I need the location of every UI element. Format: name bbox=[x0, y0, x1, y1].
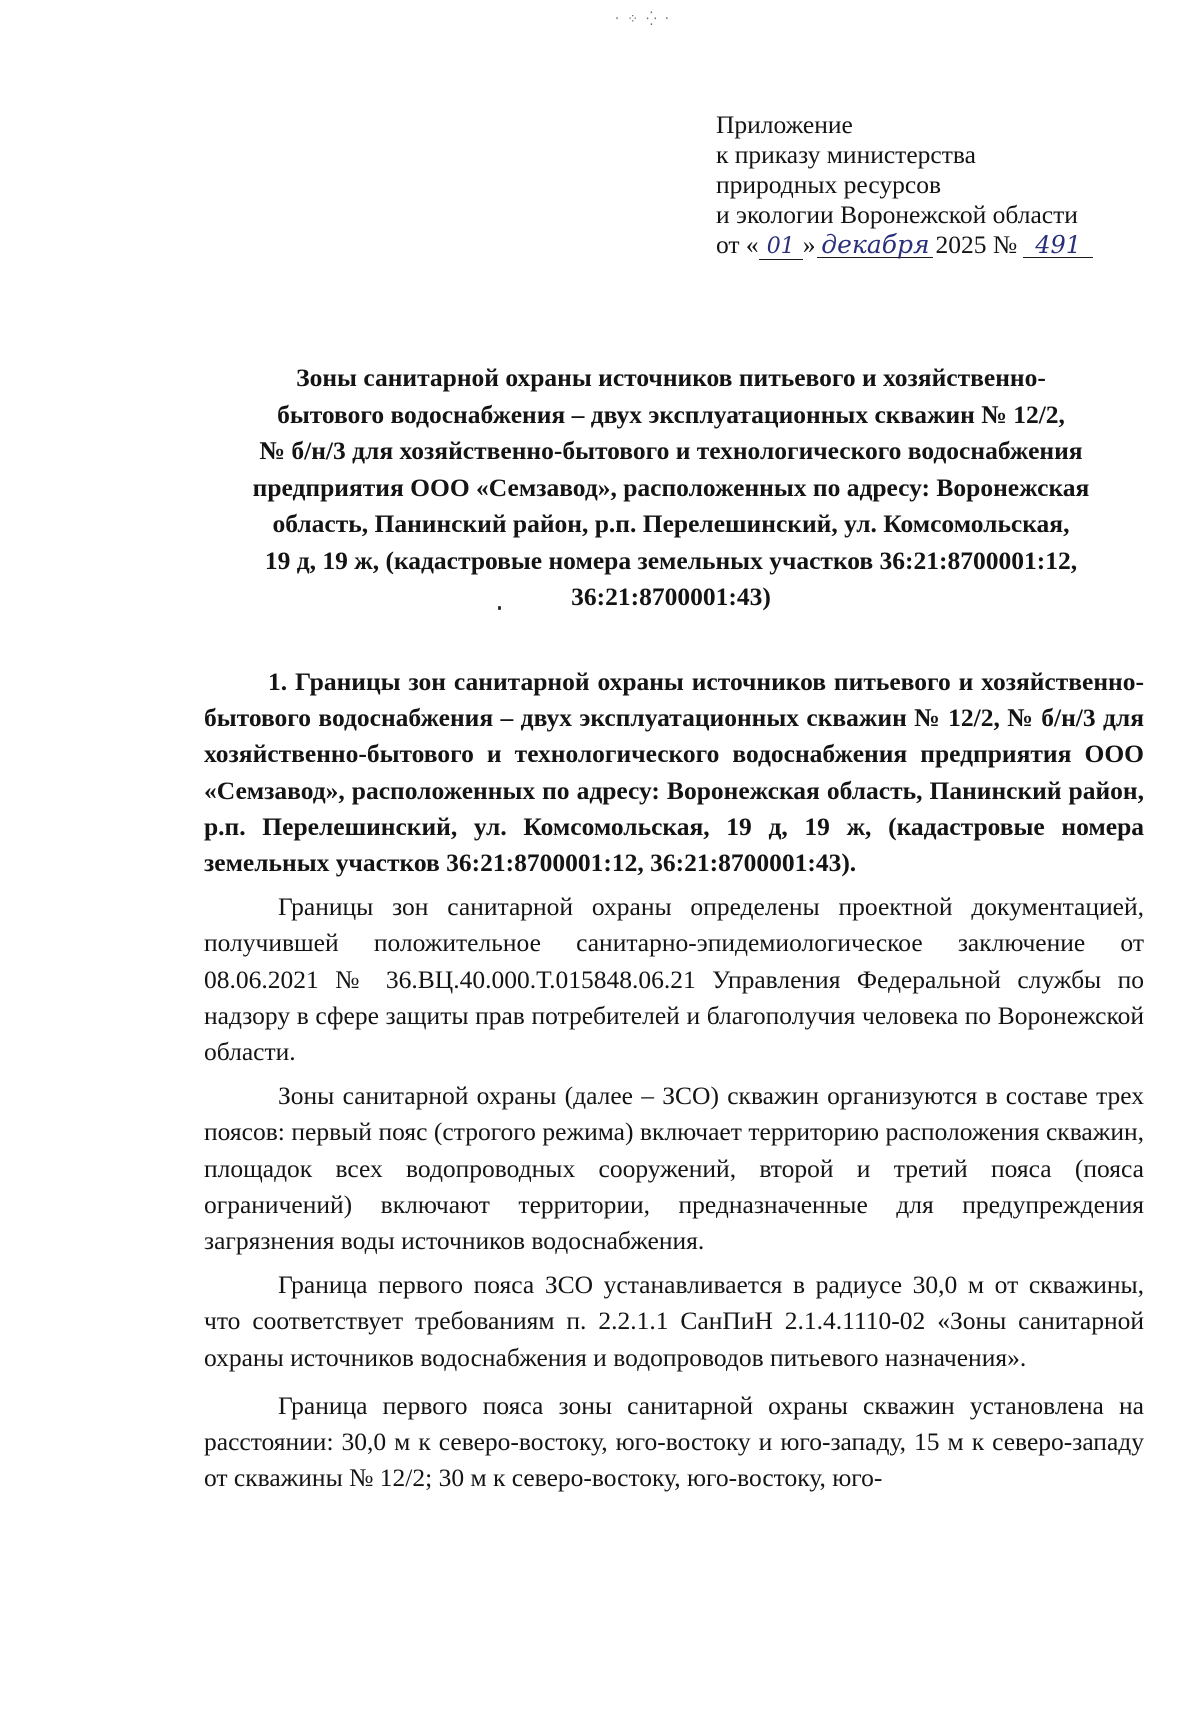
title-line: область, Панинский район, р.п. Перелешинский, ул. Комсомольская, bbox=[272, 509, 1070, 538]
appendix-line: к приказу министерства bbox=[716, 140, 976, 169]
date-prefix: от « bbox=[716, 230, 759, 259]
order-date-line bbox=[716, 230, 1093, 260]
scan-speck bbox=[498, 606, 501, 610]
handwritten-order-number: 491 bbox=[1023, 233, 1093, 258]
handwritten-month: декабря bbox=[817, 233, 933, 258]
appendix-line: природных ресурсов bbox=[716, 170, 941, 199]
section-heading: 1. Границы зон санитарной охраны источников питьевого и хозяйственно-бытового водоснабжения – двух эксплуатационных скважин № 12/2, № б/н/3 для хозяйственно-бытового и технологического водоснабжения предприятия ООО «Семзавод», расположенных по адресу: Воронежская область, Панинский район, р.п. Перелешинский, ул. Комсомольская, 19 д, 19 ж, (кадастровые номера земельных участков 36:21:8700001:12, 36:21:8700001:43). bbox=[204, 667, 1144, 878]
title-line: № б/н/3 для хозяйственно-бытового и технологического водоснабжения bbox=[259, 436, 1083, 465]
appendix-block bbox=[716, 110, 1093, 260]
appendix-line: и экологии Воронежской области bbox=[716, 200, 1078, 229]
title-line: бытового водоснабжения – двух эксплуатационных скважин № 12/2, bbox=[277, 399, 1065, 429]
body-paragraph: Граница первого пояса ЗСО устанавливается в радиусе 30,0 м от скважины, что соответствует требованиям п. 2.2.1.1 СанПиН 2.1.4.1110-02 «Зоны санитарной охраны источников водоснабжения и водопроводов питьевого назначения». bbox=[204, 1270, 1144, 1372]
title-line: 36:21:8700001:43) bbox=[571, 582, 771, 611]
title-line: Зоны санитарной охраны источников питьевого и хозяйственно- bbox=[296, 363, 1046, 392]
appendix-line: Приложение bbox=[716, 110, 853, 139]
title-line: предприятия ООО «Семзавод», расположенных по адресу: Воронежская bbox=[252, 472, 1090, 502]
handwritten-day: 01 bbox=[759, 235, 803, 260]
title-line: 19 д, 19 ж, (кадастровые номера земельных участков 36:21:8700001:12, bbox=[264, 545, 1078, 575]
document-title bbox=[196, 360, 1146, 616]
document-body bbox=[204, 664, 1144, 1496]
date-year: 2025 № bbox=[935, 230, 1018, 259]
scan-artifact: · ⁘ ⁛ · bbox=[615, 12, 671, 27]
body-paragraph: Границы зон санитарной охраны определены проектной документацией, получившей положительное санитарно-эпидемиологическое заключение от 08.06.2021 № 36.ВЦ.40.000.Т.015848.06.21 Управления Федеральной службы по надзору в сфере защиты прав потребителей и благополучия человека по Воронежской области. bbox=[204, 892, 1144, 1067]
body-paragraph: Граница первого пояса зоны санитарной охраны скважин установлена на расстоянии: 30,0 м к северо-востоку, юго-востоку и юго-западу, 15 м к северо-западу от скважины № 12/2; 30 м к северо-востоку, юго-востоку, юго- bbox=[204, 1390, 1144, 1493]
date-mid: » bbox=[802, 230, 816, 259]
body-paragraph: Зоны санитарной охраны (далее – ЗСО) скважин организуются в составе трех поясов: первый пояс (строгого режима) включает территорию расположения скважин, площадок всех водопроводных сооружений, второй и третий пояса (пояса ограничений) включают территории, предназначенные для предупреждения загрязнения воды источников водоснабжения. bbox=[204, 1081, 1144, 1256]
